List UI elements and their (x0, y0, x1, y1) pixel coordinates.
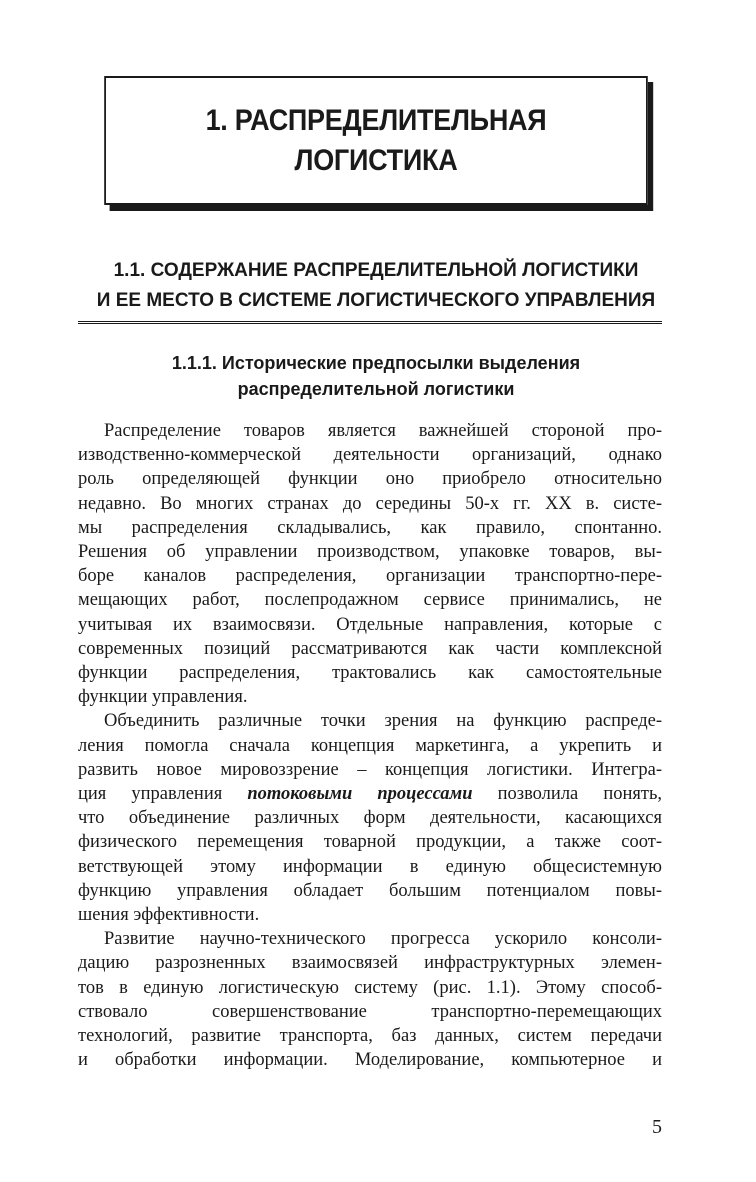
text-line: недавно. Во многих странах до середины 50-х гг. XX в. систе- (78, 493, 662, 514)
chapter-title-line2: ЛОГИСТИКА (294, 143, 458, 177)
section-heading-line1: 1.1. СОДЕРЖАНИЕ РАСПРЕДЕЛИТЕЛЬНОЙ ЛОГИСТИКИ (113, 260, 639, 281)
emph-line-end: позволила понять, (497, 784, 663, 805)
text-line: мы распределения складывались, как правило, спонтанно. (78, 517, 662, 538)
chapter-title-line1: 1. РАСПРЕДЕЛИТЕЛЬНАЯ (205, 103, 547, 137)
text-line: ветствующей этому информации в единую общесистемную (78, 856, 662, 877)
text-line: дацию разрозненных взаимосвязей инфраструктурных элемен- (78, 953, 662, 974)
subsection-heading-line2: распределительной логистики (237, 379, 515, 399)
text-line: учитывая их взаимосвязи. Отдельные направления, которые с (78, 614, 662, 635)
subsection-heading-line1: 1.1.1. Исторические предпосылки выделения (171, 353, 581, 373)
text-line: ствовало совершенствование транспортно-перемещающих (78, 1001, 662, 1022)
text-line: развить новое мировоззрение – концепция логистики. Интегра- (78, 759, 662, 780)
section-heading (80, 256, 672, 316)
text-line: функции распределения, трактовались как самостоятельные (78, 663, 662, 684)
page-number: 5 (652, 1116, 662, 1138)
section-heading-line2: И ЕЕ МЕСТО В СИСТЕМЕ ЛОГИСТИЧЕСКОГО УПРАВЛЕНИЯ (96, 290, 656, 311)
paragraph-3 (78, 927, 662, 1072)
text-line: Распределение товаров является важнейшей стороной про- (104, 421, 662, 441)
text-line: тов в единую логистическую систему (рис. 1.1). Этому способ- (78, 977, 662, 998)
text-line: изводственно-коммерческой деятельности организаций, однако (78, 445, 662, 466)
text-line: технологий, развитие транспорта, баз данных, систем передачи (78, 1026, 662, 1047)
chapter-title-box (104, 76, 648, 205)
text-line: Решения об управлении производством, упаковке товаров, вы- (78, 542, 662, 563)
text-line: функции управления. (78, 687, 248, 708)
text-line: и обработки информации. Моделирование, компьютерное и (78, 1050, 662, 1071)
text-line: Развитие научно-технического прогресса ускорило консоли- (104, 929, 662, 950)
text-line: мещающих работ, послепродажном сервисе принимались, не (78, 590, 662, 611)
paragraph-1 (78, 419, 662, 709)
text-line: ления помогла сначала концепция маркетинга, а укрепить и (78, 735, 662, 756)
section-divider (78, 321, 662, 326)
paragraph-2 (78, 709, 662, 927)
text-line-with-emphasis (78, 782, 662, 806)
text-line: физического перемещения товарной продукции, а также соот- (78, 832, 662, 853)
text-line: функцию управления обладает большим потенциалом повы- (78, 880, 662, 901)
text-line: современных позиций рассматриваются как части комплексной (78, 638, 662, 659)
text-line: шения эффективности. (78, 905, 260, 926)
emph-line-start: ция управления (78, 784, 223, 805)
text-line: Объединить различные точки зрения на функцию распреде- (104, 711, 662, 732)
text-line: боре каналов распределения, организации транспортно-пере- (78, 566, 662, 587)
text-line: роль определяющей функции оно приобрело относительно (78, 469, 662, 490)
emphasized-term: потоковыми процессами (247, 784, 473, 805)
text-line: что объединение различных форм деятельности, касающихся (78, 808, 662, 829)
subsection-heading (80, 350, 672, 402)
body-text (78, 419, 662, 1072)
